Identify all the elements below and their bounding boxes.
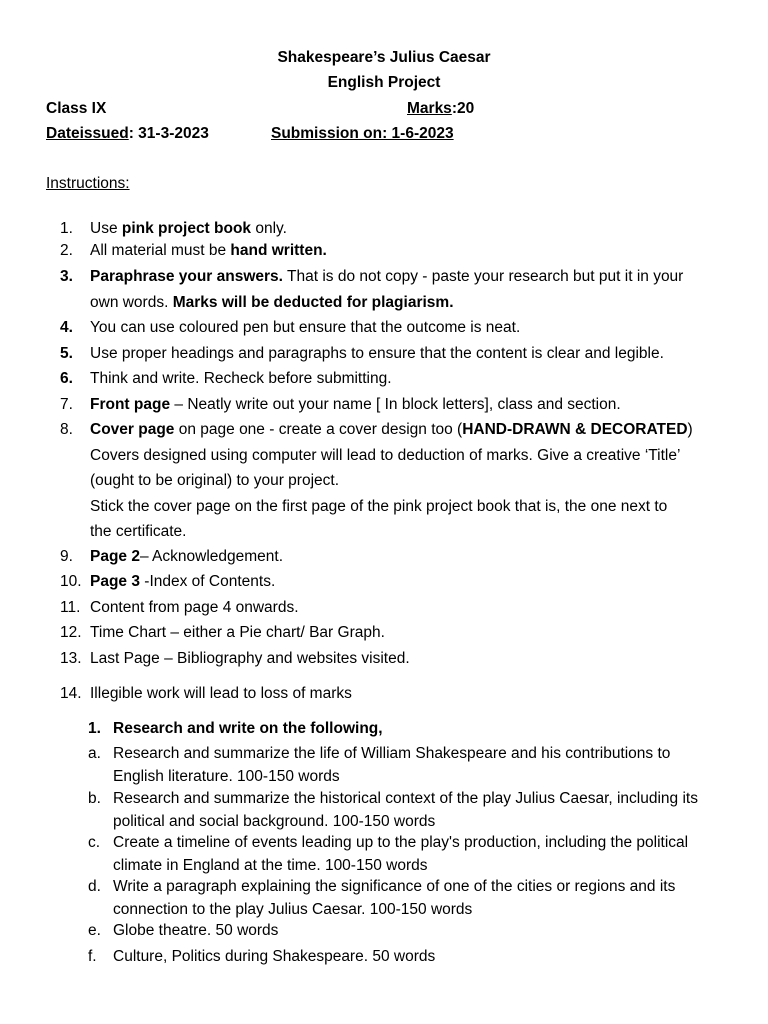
research-item-letter: c.: [88, 834, 101, 851]
marks-label: Marks: [407, 100, 452, 117]
list-item-number: 4.: [60, 319, 73, 336]
date-issued-value: : 31-3-2023: [128, 125, 209, 142]
list-item-text: Time Chart – either a Pie chart/ Bar Graph.: [90, 624, 385, 641]
list-item-number: 13.: [60, 650, 82, 667]
class-label: Class IX: [46, 100, 107, 117]
research-item-text: Create a timeline of events leading up to the play's production, including the political climate in England at the time. 100-150 words: [113, 834, 689, 874]
research-item-letter: b.: [88, 790, 101, 807]
research-item-letter: e.: [88, 922, 101, 939]
research-item-text: Culture, Politics during Shakespeare. 50 words: [113, 948, 436, 965]
document-subtitle: English Project: [327, 74, 441, 91]
list-item-number: 11.: [60, 599, 81, 616]
research-item-text: Research and summarize the historical context of the play Julius Caesar, including its political and social background. 100-150 words: [113, 790, 698, 830]
research-number: 1.: [88, 720, 101, 737]
list-item-number: 7.: [60, 396, 73, 413]
list-item-number: 2.: [60, 242, 73, 259]
research-item-letter: f.: [88, 948, 97, 965]
research-item-letter: d.: [88, 878, 101, 895]
list-item-number: 6.: [60, 370, 73, 387]
submission-date: Submission on: 1-6-2023: [271, 125, 454, 142]
date-issued-line: [46, 125, 209, 143]
instructions-heading: Instructions:: [46, 175, 130, 192]
list-item-number: 14.: [60, 685, 82, 702]
list-item-number: 3.: [60, 268, 73, 285]
marks-line: [407, 100, 474, 118]
list-item-number: 5.: [60, 345, 73, 362]
research-item-text: Research and summarize the life of William Shakespeare and his contributions to English literature. 100-150 words: [113, 745, 671, 785]
list-item-text: Last Page – Bibliography and websites visited.: [90, 650, 410, 667]
list-item-number: 9.: [60, 548, 73, 565]
list-item-number: 8.: [60, 421, 73, 438]
list-item-text: Cover page on page one - create a cover design too (HAND-DRAWN & DECORATED) Covers designed using computer will lead to deduction of marks. Give a creative ‘Title’ (ought to be original) to your project. Stick the cover page on the first page of the pink project book that is, the one next to the certificate.: [90, 421, 693, 540]
list-item-text: Think and write. Recheck before submitting.: [90, 370, 392, 387]
list-item-number: 1.: [60, 220, 73, 237]
list-item-text: Page 2– Acknowledgement.: [90, 548, 284, 565]
list-item-number: 12.: [60, 624, 82, 641]
list-item-text: Use pink project book only.: [90, 220, 287, 237]
list-item-text: Content from page 4 onwards.: [90, 599, 299, 616]
list-item-text: Paraphrase your answers. That is do not copy - paste your research but put it in your own words. Marks will be deducted for plagiarism.: [90, 268, 684, 311]
list-item-text: You can use coloured pen but ensure that the outcome is neat.: [90, 319, 521, 336]
list-item-text: Page 3 -Index of Contents.: [90, 573, 276, 590]
list-item-text: Front page – Neatly write out your name [ In block letters], class and section.: [90, 396, 621, 413]
research-item-letter: a.: [88, 745, 101, 762]
marks-value: :20: [451, 100, 475, 117]
document-title: Shakespeare’s Julius Caesar: [277, 49, 491, 66]
research-item-text: Globe theatre. 50 words: [113, 922, 279, 939]
research-item-text: Write a paragraph explaining the significance of one of the cities or regions and its connection to the play Julius Caesar. 100-150 words: [113, 878, 676, 918]
date-issued-label: Dateissued: [46, 125, 129, 142]
research-heading: Research and write on the following,: [113, 720, 383, 737]
list-item-text: Illegible work will lead to loss of marks: [90, 685, 352, 702]
list-item-text: Use proper headings and paragraphs to ensure that the content is clear and legible.: [90, 345, 664, 362]
list-item-number: 10.: [60, 573, 82, 590]
list-item-text: All material must be hand written.: [90, 242, 327, 259]
